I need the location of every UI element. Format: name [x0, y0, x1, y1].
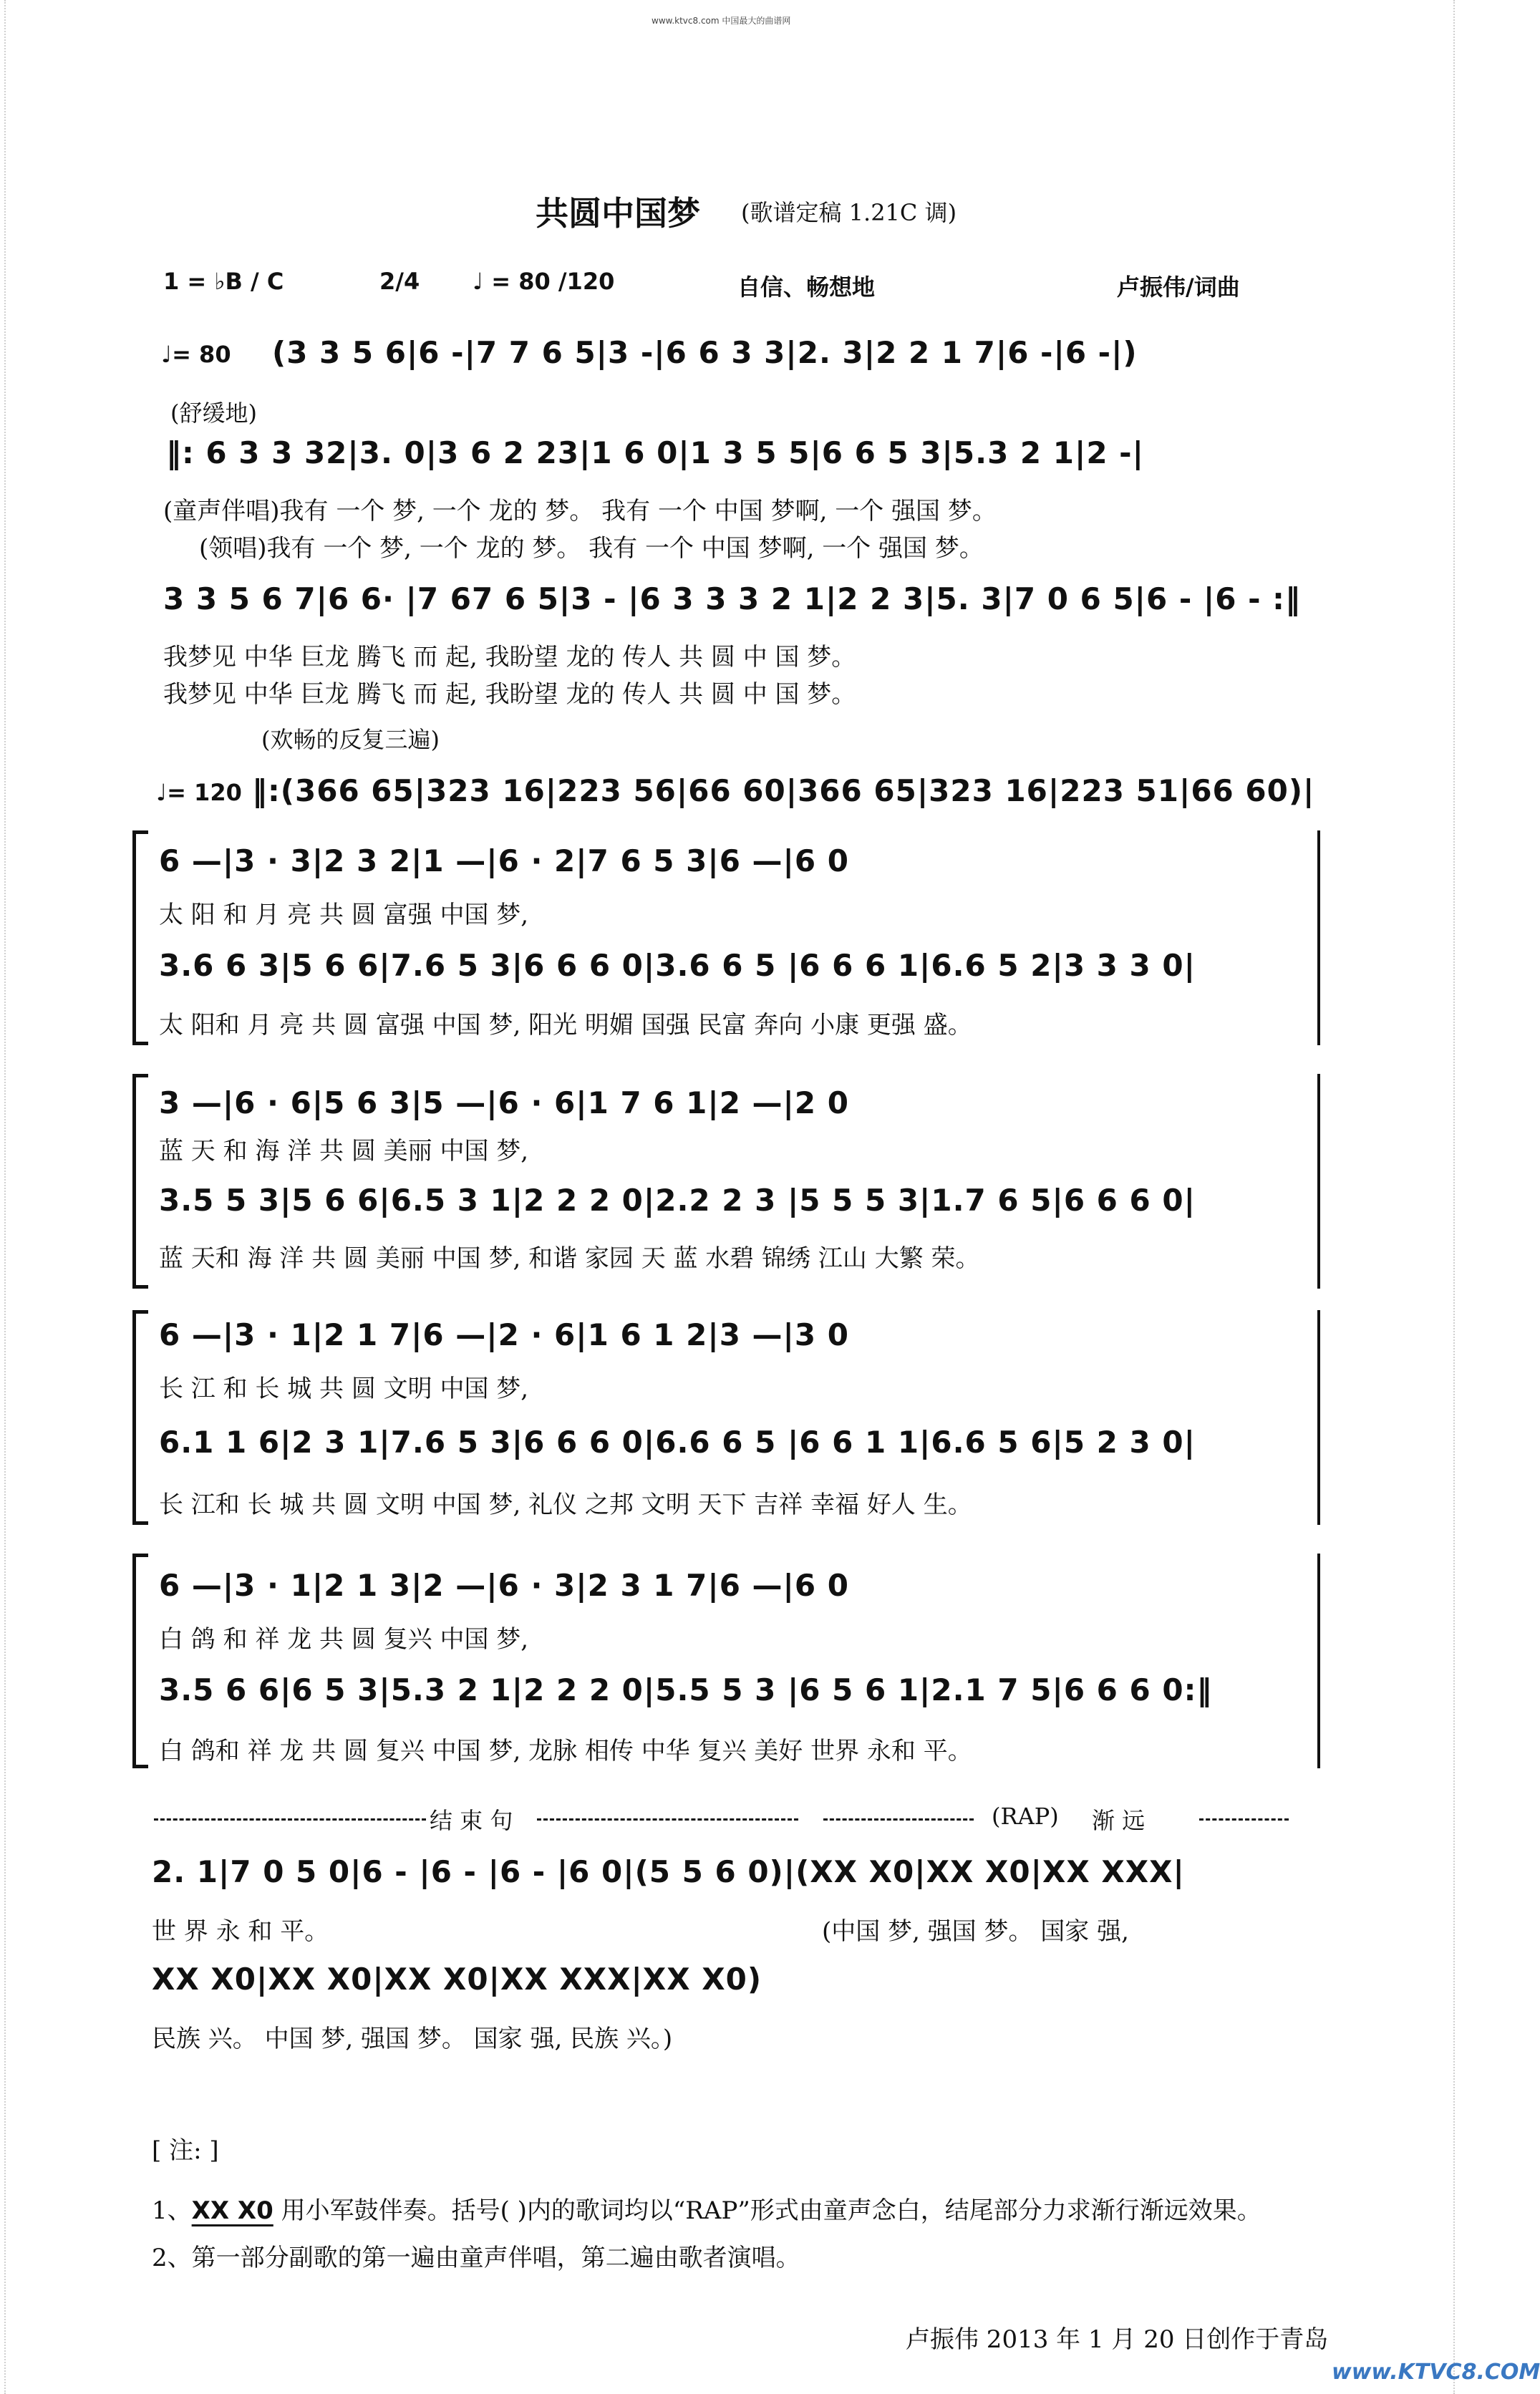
ending-dashline-right: [537, 1818, 798, 1821]
system1-lower-notes: 3.6 6 3|5 6 6|7.6 5 3|6 6 6 0|3.6 6 5 |6 6 6 1|6.6 5 2|3 3 3 0|: [159, 948, 1196, 983]
section1-row2-lyric-b: 我梦见 中华 巨龙 腾飞 而 起, 我盼望 龙的 传人 共 圆 中 国 梦。: [163, 680, 856, 709]
page-subtitle: (歌谱定稿 1.21C 调): [741, 199, 957, 226]
composer-credit: 卢振伟/词曲: [1117, 273, 1240, 301]
rap-dashline-left: [823, 1818, 974, 1821]
system-bracket: [132, 1310, 136, 1525]
ending-label: 结 束 句: [430, 1807, 513, 1834]
system-bracket: [132, 1074, 136, 1289]
system3-lower-notes: 6.1 1 6|2 3 1|7.6 5 3|6 6 6 0|6.6 6 5 |6 6 1 1|6.6 5 6|5 2 3 0|: [159, 1425, 1196, 1460]
key-signature: 1 = ♭B / C: [163, 268, 284, 295]
time-signature: 2/4: [379, 268, 420, 295]
tempo-marking: ♩ = 80 /120: [473, 268, 615, 295]
notes-heading: [ 注: ]: [152, 2136, 219, 2165]
section1-row2-lyric-a: 我梦见 中华 巨龙 腾飞 而 起, 我盼望 龙的 传人 共 圆 中 国 梦。: [163, 643, 856, 672]
system1-upper-notes: 6 —|3 · 3|2 3 2|1 —|6 · 2|7 6 5 3|6 —|6 0: [159, 843, 849, 878]
intro-tempo: ♩= 80: [161, 341, 231, 368]
system1-upper-lyric: 太 阳 和 月 亮 共 圆 富强 中国 梦,: [159, 901, 529, 929]
rap-label: (RAP): [992, 1803, 1059, 1830]
section2-intro-notes: ‖:(366 65|323 16|223 56|66 60|366 65|323 16|223 51|66 60)|: [252, 773, 1315, 808]
right-border: [1453, 0, 1465, 2394]
system4-upper-lyric: 白 鸽 和 祥 龙 共 圆 复兴 中国 梦,: [159, 1625, 529, 1654]
system-end-bar: [1317, 1310, 1320, 1525]
note-item-1-prefix: 1、: [152, 2196, 192, 2225]
ending-dashline-left: [154, 1818, 426, 1821]
system-end-bar: [1317, 1554, 1320, 1768]
system2-upper-notes: 3 —|6 · 6|5 6 3|5 —|6 · 6|1 7 6 1|2 —|2 0: [159, 1085, 849, 1120]
coda-row1-lyric: 世 界 永 和 平。: [152, 1917, 329, 1946]
system-bracket: [132, 1554, 136, 1768]
signature: 卢振伟 2013 年 1 月 20 日创作于青岛: [906, 2325, 1329, 2354]
coda-row1-notes: 2. 1|7 0 5 0|6 - |6 - |6 - |6 0|(5 5 6 0)|(XX X0|XX X0|XX XXX|: [152, 1854, 1185, 1889]
section2-marking: (欢畅的反复三遍): [261, 726, 440, 753]
coda-rap-lyric: (中国 梦, 强国 梦。 国家 强,: [822, 1917, 1129, 1946]
system3-upper-lyric: 长 江 和 长 城 共 圆 文明 中国 梦,: [159, 1375, 529, 1403]
left-border: [4, 0, 16, 2394]
coda-row2-notes: XX X0|XX X0|XX X0|XX XXX|XX X0): [152, 1962, 762, 1997]
fade-label: 渐 远: [1092, 1807, 1146, 1834]
section1-row1-notes: ‖: 6 3 3 32|3. 0|3 6 2 23|1 6 0|1 3 5 5|6 6 5 3|5.3 2 1|2 -|: [166, 435, 1144, 470]
system4-lower-lyric: 白 鸽和 祥 龙 共 圆 复兴 中国 梦, 龙脉 相传 中华 复兴 美好 世界 永和 平。: [159, 1737, 972, 1765]
site-header: www.ktvc8.com 中国最大的曲谱网: [652, 16, 791, 26]
coda-row2-lyric: 民族 兴。 中国 梦, 强国 梦。 国家 强, 民族 兴。): [152, 2025, 673, 2053]
page-title: 共圆中国梦: [536, 194, 700, 233]
section2-tempo: ♩= 120: [156, 779, 242, 806]
note-item-1: [152, 2191, 1261, 2226]
system4-lower-notes: 3.5 6 6|6 5 3|5.3 2 1|2 2 2 0|5.5 5 3 |6 5 6 1|2.1 7 5|6 6 6 0:‖: [159, 1672, 1213, 1707]
section1-marking: (舒缓地): [170, 399, 257, 427]
system3-upper-notes: 6 —|3 · 1|2 1 7|6 —|2 · 6|1 6 1 2|3 —|3 0: [159, 1317, 849, 1352]
rap-dashline-right: [1199, 1818, 1289, 1821]
system2-lower-lyric: 蓝 天和 海 洋 共 圆 美丽 中国 梦, 和谐 家园 天 蓝 水碧 锦绣 江山 大繁 荣。: [159, 1244, 980, 1273]
intro-notes: (3 3 5 6|6 -|7 7 6 5|3 -|6 6 3 3|2. 3|2 2 1 7|6 -|6 -|): [272, 335, 1138, 370]
section1-row1-lyric-lead: (领唱)我有 一个 梦, 一个 龙的 梦。 我有 一个 中国 梦啊, 一个 强国 梦。: [199, 534, 984, 563]
section1-row1-lyric-children: (童声伴唱)我有 一个 梦, 一个 龙的 梦。 我有 一个 中国 梦啊, 一个 强国 梦。: [163, 497, 997, 525]
system3-lower-lyric: 长 江和 长 城 共 圆 文明 中国 梦, 礼仪 之邦 文明 天下 吉祥 幸福 好人 生。: [159, 1491, 972, 1519]
note-item-2: 2、第一部分副歌的第一遍由童声伴唱，第二遍由歌者演唱。: [152, 2244, 800, 2272]
system-bracket: [132, 830, 136, 1045]
system-end-bar: [1317, 830, 1320, 1045]
note-item-1-text: 用小军鼓伴奏。括号( )内的歌词均以“RAP”形式由童声念白，结尾部分力求渐行渐远效果。: [281, 2196, 1261, 2225]
expression-marking: 自信、畅想地: [737, 273, 876, 301]
note-item-1-code: XX X0: [191, 2196, 273, 2225]
system-end-bar: [1317, 1074, 1320, 1289]
system4-upper-notes: 6 —|3 · 1|2 1 3|2 —|6 · 3|2 3 1 7|6 —|6 0: [159, 1568, 849, 1603]
system2-upper-lyric: 蓝 天 和 海 洋 共 圆 美丽 中国 梦,: [159, 1137, 529, 1166]
watermark-logo: www.KTVC8.COM: [1332, 2360, 1540, 2385]
section1-row2-notes: 3 3 5 6 7|6 6· |7 67 6 5|3 - |6 3 3 3 2 1|2 2 3|5. 3|7 0 6 5|6 - |6 - :‖: [163, 581, 1301, 616]
system2-lower-notes: 3.5 5 3|5 6 6|6.5 3 1|2 2 2 0|2.2 2 3 |5 5 5 3|1.7 6 5|6 6 6 0|: [159, 1183, 1196, 1218]
system1-lower-lyric: 太 阳和 月 亮 共 圆 富强 中国 梦, 阳光 明媚 国强 民富 奔向 小康 更强 盛。: [159, 1011, 972, 1040]
